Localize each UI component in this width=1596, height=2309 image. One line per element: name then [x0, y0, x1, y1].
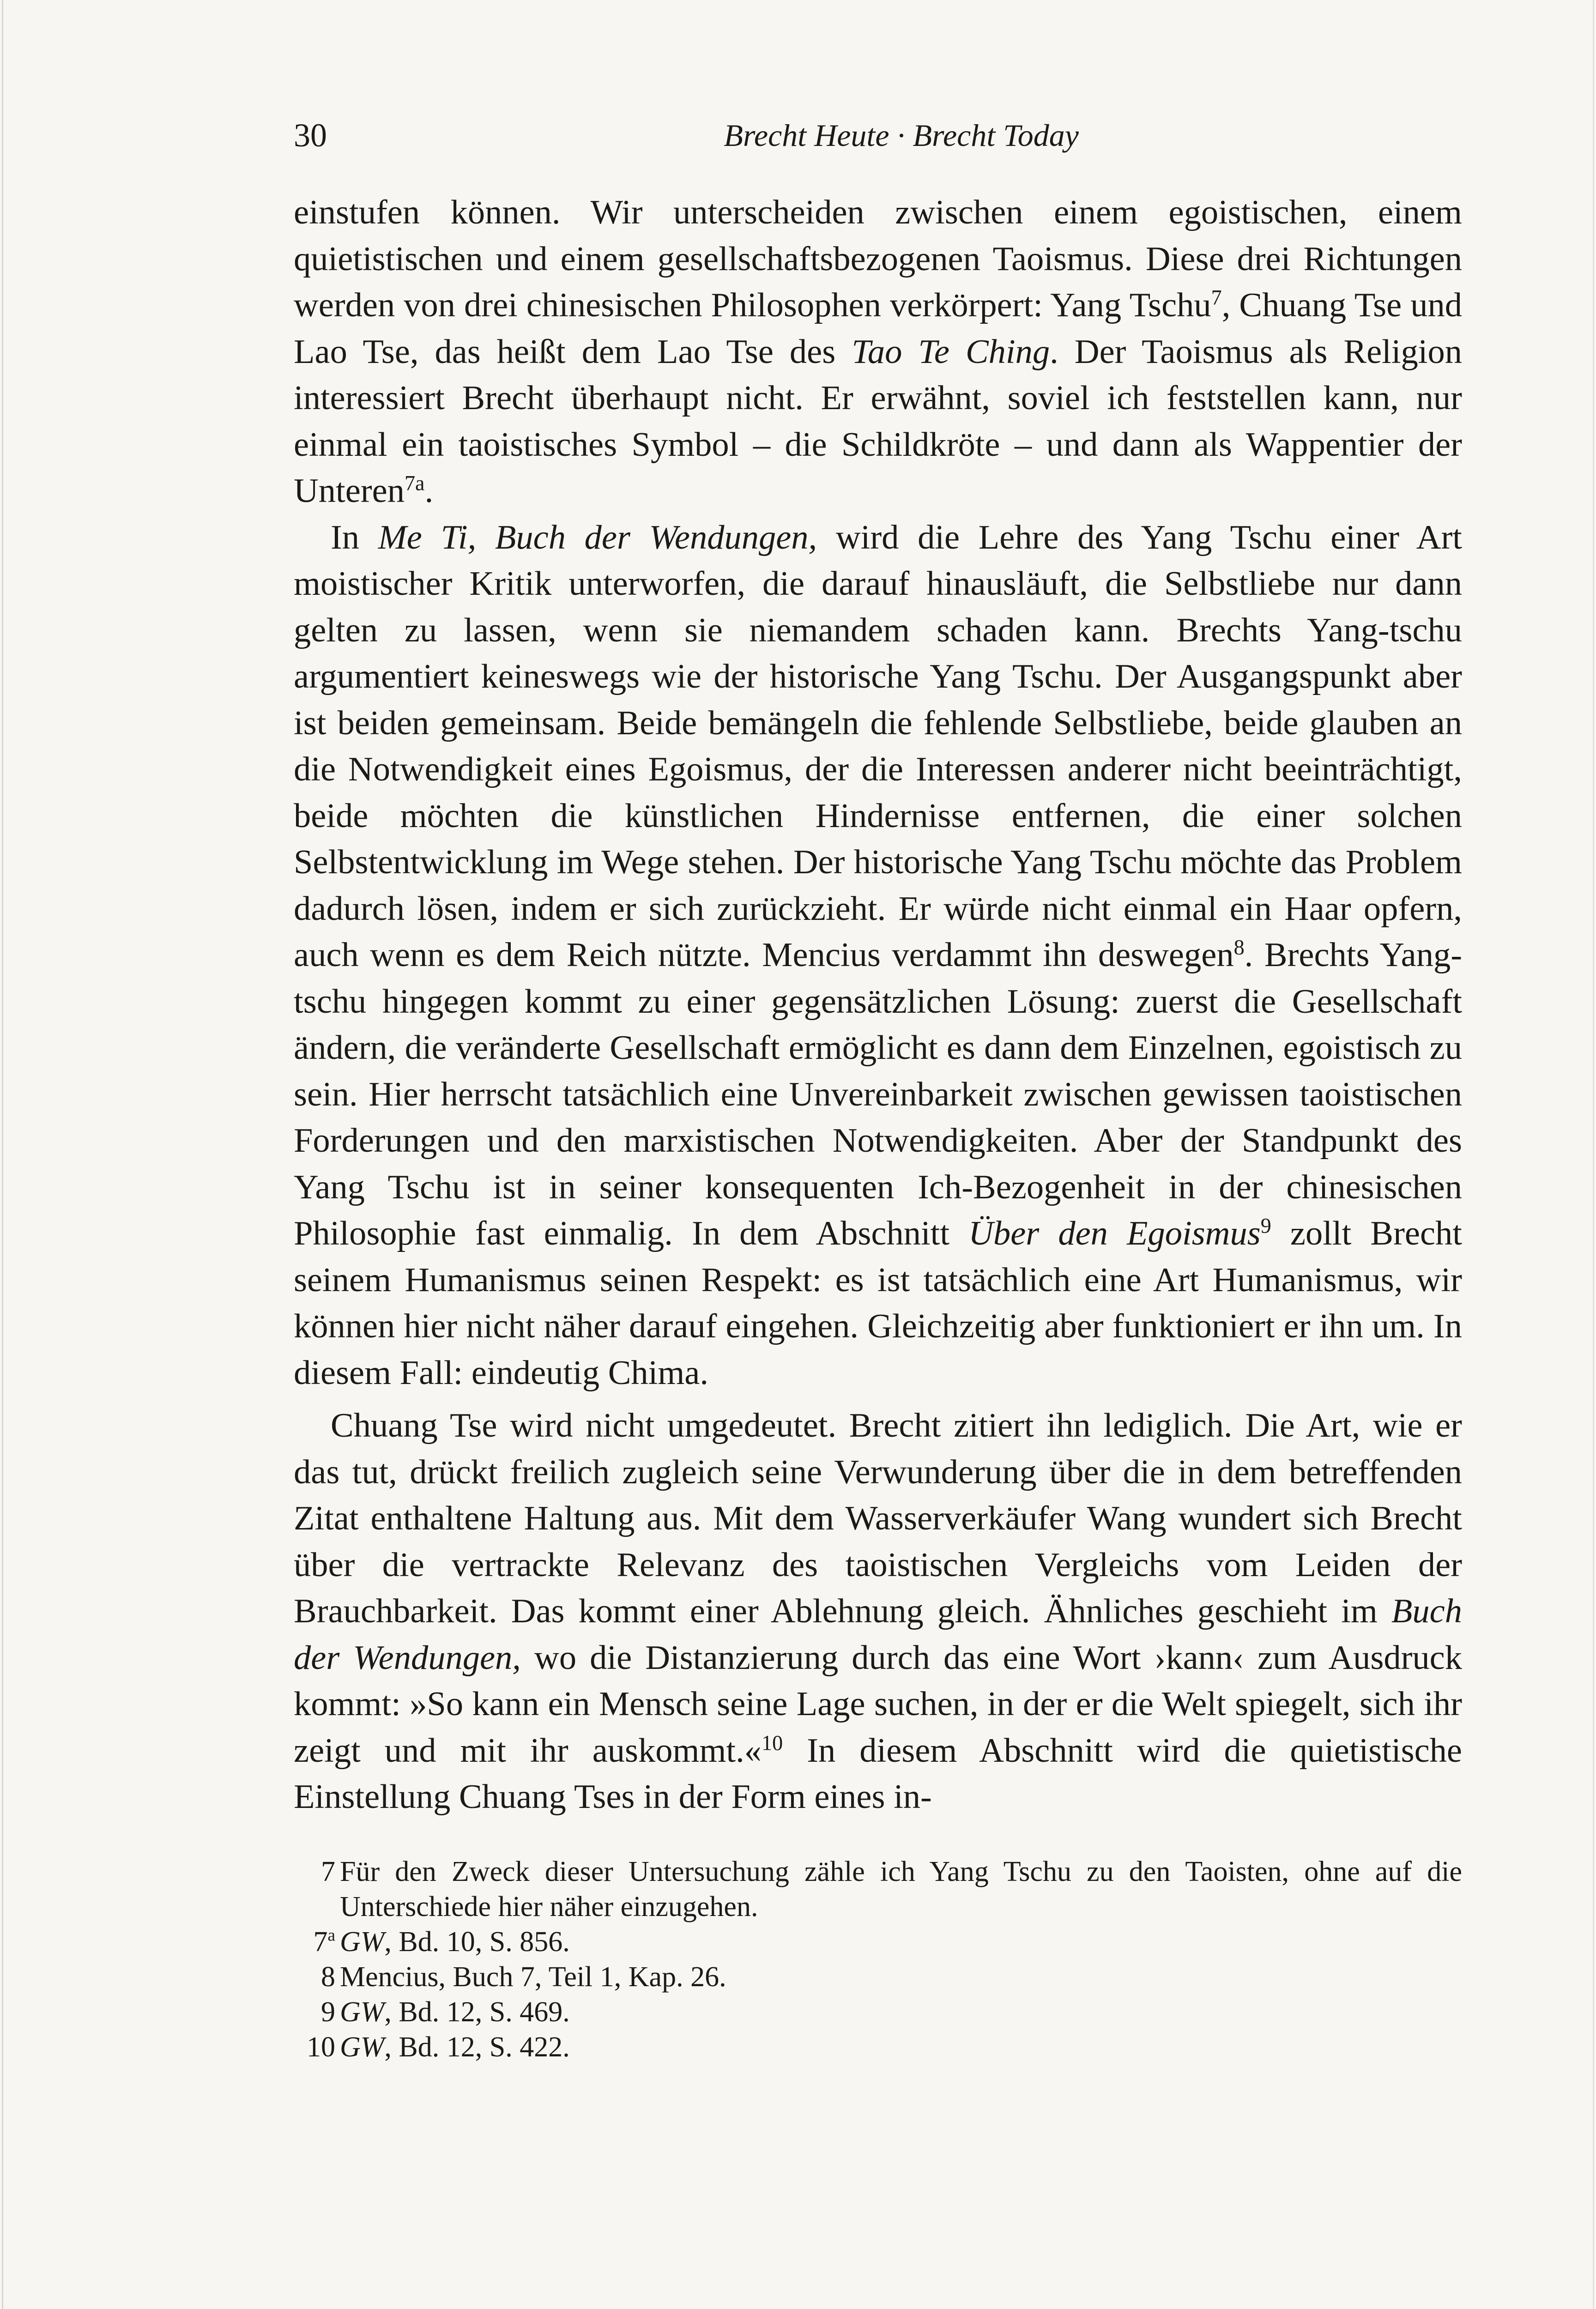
text-run: Mencius, Buch 7, Teil 1, Kap. 26.: [340, 1961, 726, 1993]
text-run: , Chuang Tse und Lao Tse, das heißt dem Lao Tse des: [294, 286, 1462, 371]
italic-text: GW: [340, 2031, 385, 2063]
page-edge-left: [2, 0, 3, 2309]
text-run: , Bd. 12, S. 469.: [384, 1996, 570, 2028]
footnote: [294, 1924, 1462, 1959]
italic-text: Buch der Wendungen,: [294, 1592, 1462, 1677]
footnote-text: [340, 1995, 1462, 2030]
footnote-reference: 10: [762, 1731, 783, 1755]
italic-text: Tao Te Ching: [852, 332, 1050, 371]
text-run: . Der Taoismus als Religion interessiert Brecht überhaupt nicht. Er erwähnt, soviel ich feststellen kann, nur einmal ein taoistisches Symbol – die Schildkröte – und dann als Wappentier der Unteren: [294, 332, 1462, 510]
footnote: [294, 2030, 1462, 2065]
text-run: wo die Distanzierung durch das eine Wort ›kann‹ zum Ausdruck kommt: »So kann ein Mensch seine Lage suchen, in der er die Welt spiegelt, sich ihr zeigt und mit ihr auskommt.«: [294, 1638, 1462, 1770]
page-edge-right: [1593, 0, 1594, 2309]
footnote-reference: 8: [1233, 935, 1245, 959]
footnote-reference: 7: [1211, 285, 1222, 309]
text-run: In: [331, 518, 378, 556]
text-run: einstufen können. Wir unterscheiden zwischen einem egoistischen, einem quietistischen und einem gesellschaftsbezogenen Taoismus. Diese drei Richtungen werden von drei chinesischen Philosophen verkörpert: Yang Tschu: [294, 193, 1462, 324]
paragraph: [294, 1402, 1462, 1820]
text-run: .: [424, 472, 434, 510]
italic-text: GW: [340, 1996, 385, 2028]
text-run: , Bd. 12, S. 422.: [384, 2031, 570, 2063]
body-text: [294, 189, 1462, 1820]
page-number: 30: [294, 117, 327, 154]
footnote-text: [340, 1924, 1462, 1959]
italic-text: Über den Egoismus: [968, 1215, 1261, 1252]
footnote-number-value: 9: [321, 1996, 335, 2028]
running-head: Brecht Heute · Brecht Today: [724, 118, 1079, 153]
footnote: [294, 1854, 1462, 1924]
paragraph: [294, 514, 1462, 1396]
footnote-number: [294, 1959, 335, 1995]
footnote: [294, 1995, 1462, 2030]
footnote-number: [294, 1854, 335, 1889]
footnote-text: [340, 1959, 1462, 1995]
footnote-number: [294, 1995, 335, 2030]
italic-text: Me Ti, Buch der Wendungen,: [378, 518, 817, 556]
footnote-number-value: 8: [321, 1961, 335, 1993]
text-run: In diesem Abschnitt wird die quietistische Einstellung Chuang Tses in der Form eines in-: [294, 1731, 1462, 1816]
footnote-text: [340, 1854, 1462, 1924]
text-run: . Brechts Yang-tschu hingegen kommt zu einer gegensätzlichen Lösung: zuerst die Gesellschaft ändern, die veränderte Gesellschaft ermöglicht es dann dem Einzelnen, egoistisch zu sein. Hier herrscht tatsächlich eine Unvereinbarkeit zwischen gewissen taoistischen Forderungen und den marxistischen Notwendigkeiten. Aber der Standpunkt des Yang Tschu ist in seiner konsequenten Ich-Bezogenheit in der chinesischen Philosophie fast einmalig. In dem Abschnitt: [294, 936, 1462, 1252]
footnote-number: [294, 2030, 335, 2065]
footnotes: [294, 1854, 1462, 2065]
text-run: zollt Brecht seinem Humanismus seinen Respekt: es ist tatsächlich eine Art Humanismus, wir können hier nicht näher darauf eingehen. Gleichzeitig aber funktioniert er ihn um. In diesem Fall: eindeutig Chima.: [294, 1215, 1462, 1392]
footnote-reference: 9: [1260, 1214, 1271, 1238]
footnote-number-value: 7: [321, 1856, 335, 1887]
footnote-number-value: 10: [307, 2031, 335, 2063]
footnote: [294, 1959, 1462, 1995]
text-run: wird die Lehre des Yang Tschu einer Art moistischer Kritik unterworfen, die darauf hinausläuft, die Selbstliebe nur dann gelten zu lassen, wenn sie niemandem schaden kann. Brechts Yang-tschu argumentiert keineswegs wie der historische Yang Tschu. Der Ausgangspunkt aber ist beiden gemeinsam. Beide bemängeln die fehlende Selbstliebe, beide glauben an die Notwendigkeit eines Egoismus, der die Interessen anderer nicht beeinträchtigt, beide möchten die künstlichen Hindernisse entfernen, die einer solchen Selbstentwicklung im Wege stehen. Der historische Yang Tschu möchte das Problem dadurch lösen, indem er sich zurückzieht. Er würde nicht einmal ein Haar opfern, auch wenn es dem Reich nützte. Mencius verdammt ihn deswegen: [294, 518, 1462, 974]
text-run: , Bd. 10, S. 856.: [384, 1926, 570, 1958]
footnote-number-value: 7: [313, 1926, 328, 1958]
text-run: Chuang Tse wird nicht umgedeutet. Brecht zitiert ihn lediglich. Die Art, wie er das tut, drückt freilich zugleich seine Verwunderung über die in dem betreffenden Zitat enthaltene Haltung aus. Mit dem Wasserverkäufer Wang wundert sich Brecht über die vertrackte Relevanz des taoistischen Vergleichs vom Leiden der Brauchbarkeit. Das kommt einer Ablehnung gleich. Ähnliches geschieht im: [294, 1407, 1462, 1630]
footnote-number: [294, 1924, 335, 1959]
page-header: [294, 115, 1079, 156]
text-run: Für den Zweck dieser Untersuchung zähle ich Yang Tschu zu den Taoisten, ohne auf die Unterschiede hier näher einzugehen.: [340, 1856, 1462, 1922]
footnote-text: [340, 2030, 1462, 2065]
footnote-number-suffix: a: [327, 1926, 335, 1945]
paragraph: [294, 189, 1462, 514]
footnote-reference: 7a: [404, 471, 425, 495]
italic-text: GW: [340, 1926, 385, 1958]
